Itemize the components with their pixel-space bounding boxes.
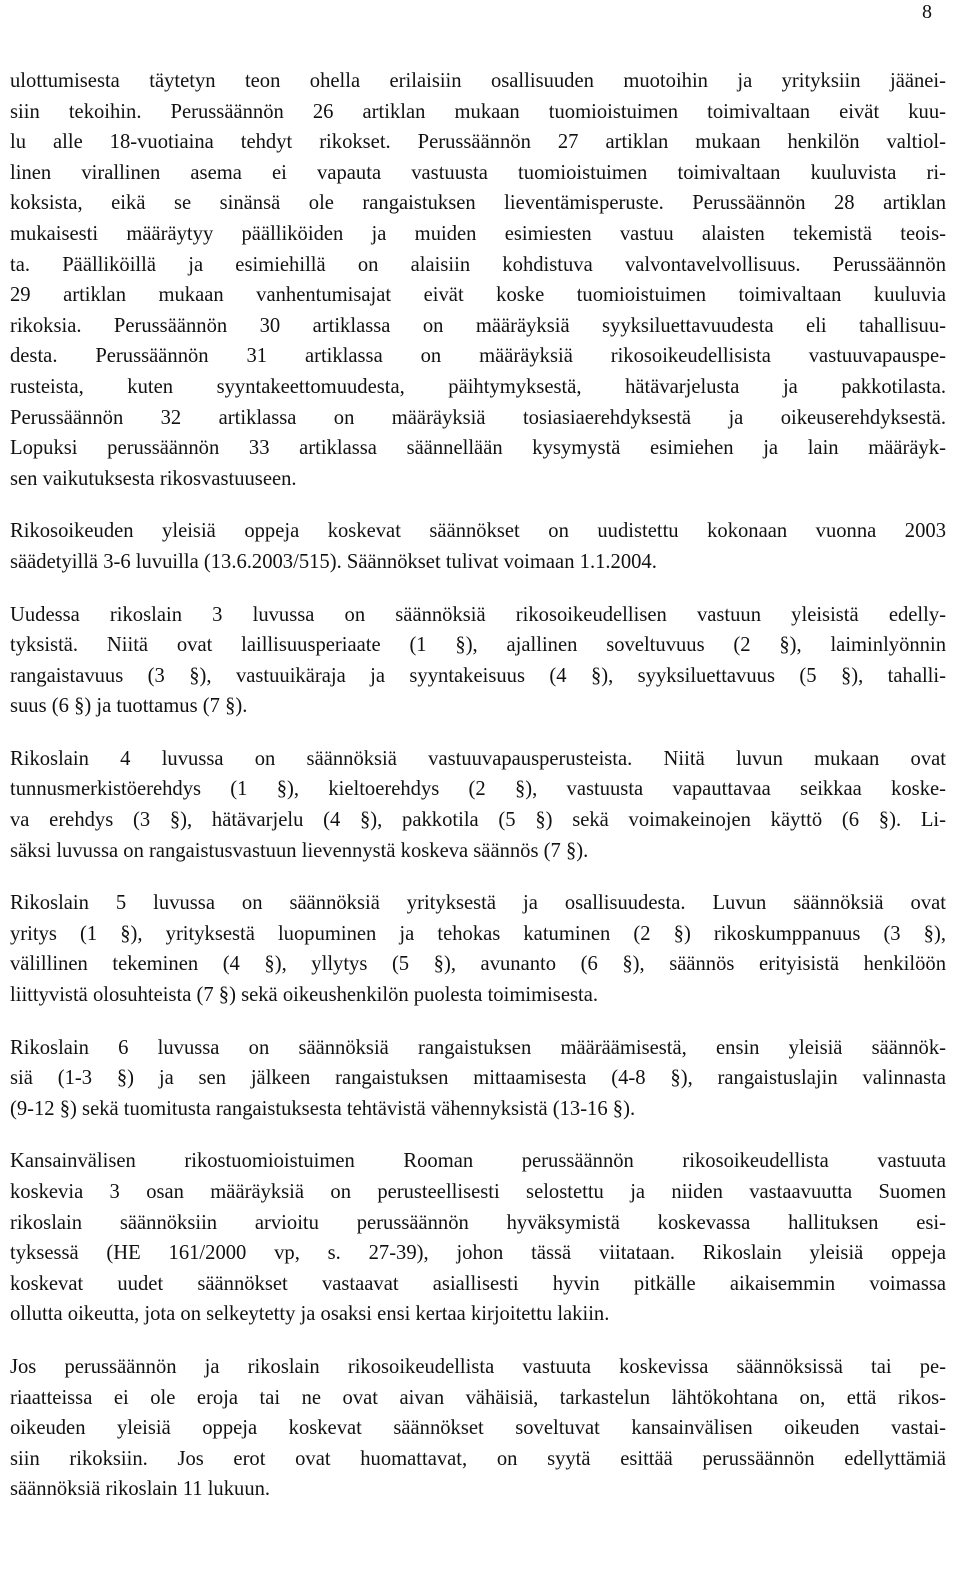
paragraph-7: [10, 1146, 946, 1330]
text-line: desta. Perussäännön 31 artiklassa on määräyksiä rikosoikeudellisista vastuuvapauspe-: [10, 345, 946, 368]
text-line: säännöksiä rikoslain 11 lukuun.: [10, 1478, 271, 1501]
text-line: Lopuksi perussäännön 33 artiklassa säännellään kysymystä esimiehen ja lain määräyk-: [10, 437, 946, 460]
text-line: Kansainvälisen rikostuomioistuimen Rooman perussäännön rikosoikeudellista vastuuta: [10, 1150, 946, 1173]
text-line: yritys (1 §), yrityksestä luopuminen ja tehokas katuminen (2 §) rikoskumppanuus (3 §),: [10, 922, 946, 945]
paragraph-2: [10, 516, 946, 577]
text-line: riaatteissa ei ole eroja tai ne ovat aivan vähäisiä, tarkastelun lähtökohtana on, että rikos-: [10, 1386, 946, 1409]
text-line: (9-12 §) sekä tuomitusta rangaistuksesta tehtävistä vähennyksistä (13-16 §).: [10, 1097, 636, 1120]
text-line: oikeuden yleisiä oppeja koskevat säännökset soveltuvat kansainvälisen oikeuden vastai-: [10, 1417, 946, 1440]
text-line: siä (1-3 §) ja sen jälkeen rangaistuksen mittaamisesta (4-8 §), rangaistuslajin valinnasta: [10, 1067, 946, 1090]
text-line: siin tekoihin. Perussäännön 26 artiklan mukaan tuomioistuimen toimivaltaan eivät kuu-: [10, 100, 946, 123]
paragraph-gap: [10, 866, 946, 888]
text-line: ollutta oikeutta, jota on selkeytetty ja osaksi ensi kertaa kirjoitettu lakiin.: [10, 1303, 610, 1326]
paragraph-3: [10, 600, 946, 722]
text-line: tyksessä (HE 161/2000 vp, s. 27-39), johon tässä viitataan. Rikoslain yleisiä oppeja: [10, 1242, 946, 1265]
text-line: va erehdys (3 §), hätävarjelu (4 §), pakkotila (5 §) sekä voimakeinojen käyttö (6 §). Li-: [10, 809, 946, 832]
text-line: rikoslain säännöksiin arvioitu perussäännön hyväksymistä koskevassa hallituksen esi-: [10, 1211, 946, 1234]
text-line: välillinen tekeminen (4 §), yllytys (5 §), avunanto (6 §), säännös erityisistä henkilöön: [10, 953, 946, 976]
paragraph-gap: [10, 722, 946, 744]
text-line: Jos perussäännön ja rikoslain rikosoikeudellista vastuuta koskevissa säännöksissä tai pe-: [10, 1355, 946, 1378]
text-line: Rikoslain 6 luvussa on säännöksiä rangaistuksen määräämisestä, ensin yleisiä säännök-: [10, 1036, 946, 1059]
paragraph-6: [10, 1033, 946, 1125]
text-line: Uudessa rikoslain 3 luvussa on säännöksiä rikosoikeudellisen vastuun yleisistä edelly-: [10, 603, 946, 626]
text-line: ta. Päälliköillä ja esimiehillä on alaisiin kohdistuva valvontavelvollisuus. Perussäännön: [10, 253, 946, 276]
paragraph-1: [10, 66, 946, 494]
text-line: sen vaikutuksesta rikosvastuuseen.: [10, 467, 297, 490]
paragraph-4: [10, 744, 946, 866]
paragraph-gap: [10, 1330, 946, 1352]
text-line: 29 artiklan mukaan vanhentumisajat eivät koske tuomioistuimen toimivaltaan kuuluvia: [10, 284, 946, 307]
text-line: säksi luvussa on rangaistusvastuun lievennystä koskeva säännös (7 §).: [10, 839, 589, 862]
text-line: rusteista, kuten syyntakeettomuudesta, päihtymyksestä, hätävarjelusta ja pakkotilasta.: [10, 375, 946, 398]
text-line: ulottumisesta täytetyn teon ohella erilaisiin osallisuuden muotoihin ja yrityksiin jäänei-: [10, 70, 946, 92]
text-line: koksista, eikä se sinänsä ole rangaistuksen lieventämisperuste. Perussäännön 28 artiklan: [10, 192, 946, 215]
text-line: linen virallinen asema ei vapauta vastuusta tuomioistuimen toimivaltaan kuuluvista ri-: [10, 161, 946, 184]
text-line: tyksistä. Niitä ovat laillisuusperiaate (1 §), ajallinen soveltuvuus (2 §), laiminlyönnin: [10, 634, 946, 657]
text-line: siin rikoksiin. Jos erot ovat huomattavat, on syytä esittää perussäännön edellyttämiä: [10, 1447, 946, 1470]
text-line: Rikoslain 4 luvussa on säännöksiä vastuuvapausperusteista. Niitä luvun mukaan ovat: [10, 747, 946, 770]
page-number: 8: [922, 1, 932, 23]
text-line: liittyvistä olosuhteista (7 §) sekä oikeushenkilön puolesta toimimisesta.: [10, 984, 598, 1007]
paragraph-gap: [10, 1124, 946, 1146]
paragraph-5: [10, 888, 946, 1010]
paragraph-gap: [10, 494, 946, 516]
text-line: suus (6 §) ja tuottamus (7 §).: [10, 695, 248, 718]
paragraph-gap: [10, 1011, 946, 1033]
text-line: Perussäännön 32 artiklassa on määräyksiä tosiasiaerehdyksestä ja oikeuserehdyksestä.: [10, 406, 946, 429]
text-line: koskevat uudet säännökset vastaavat asiallisesti hyvin pitkälle aikaisemmin voimassa: [10, 1272, 946, 1295]
text-line: lu alle 18-vuotiaina tehdyt rikokset. Perussäännön 27 artiklan mukaan henkilön valtiol-: [10, 131, 946, 154]
text-line: koskevia 3 osan määräyksiä on perusteellisesti selostettu ja niiden vastaavuutta Suomen: [10, 1181, 946, 1203]
text-line: rikoksia. Perussäännön 30 artiklassa on määräyksiä syyksiluettavuudesta eli tahallisuu-: [10, 314, 946, 337]
text-line: mukaisesti määräytyy päälliköiden ja muiden esimiesten vastuu alaisten tekemistä teois-: [10, 222, 946, 245]
paragraph-gap: [10, 578, 946, 600]
text-line: Rikoslain 5 luvussa on säännöksiä yrityksestä ja osallisuudesta. Luvun säännöksiä ovat: [10, 892, 946, 915]
paragraph-8: [10, 1352, 946, 1505]
text-line: Rikosoikeuden yleisiä oppeja koskevat säännökset on uudistettu kokonaan vuonna 2003: [10, 520, 946, 543]
body-text: [10, 66, 946, 1505]
text-line: säädetyillä 3-6 luvuilla (13.6.2003/515). Säännökset tulivat voimaan 1.1.2004.: [10, 550, 657, 573]
text-line: rangaistavuus (3 §), vastuuikäraja ja syyntakeisuus (4 §), syyksiluettavuus (5 §), tahalli-: [10, 664, 946, 687]
text-line: tunnusmerkistöerehdys (1 §), kieltoerehdys (2 §), vastuusta vapauttavaa seikkaa koske-: [10, 778, 946, 801]
